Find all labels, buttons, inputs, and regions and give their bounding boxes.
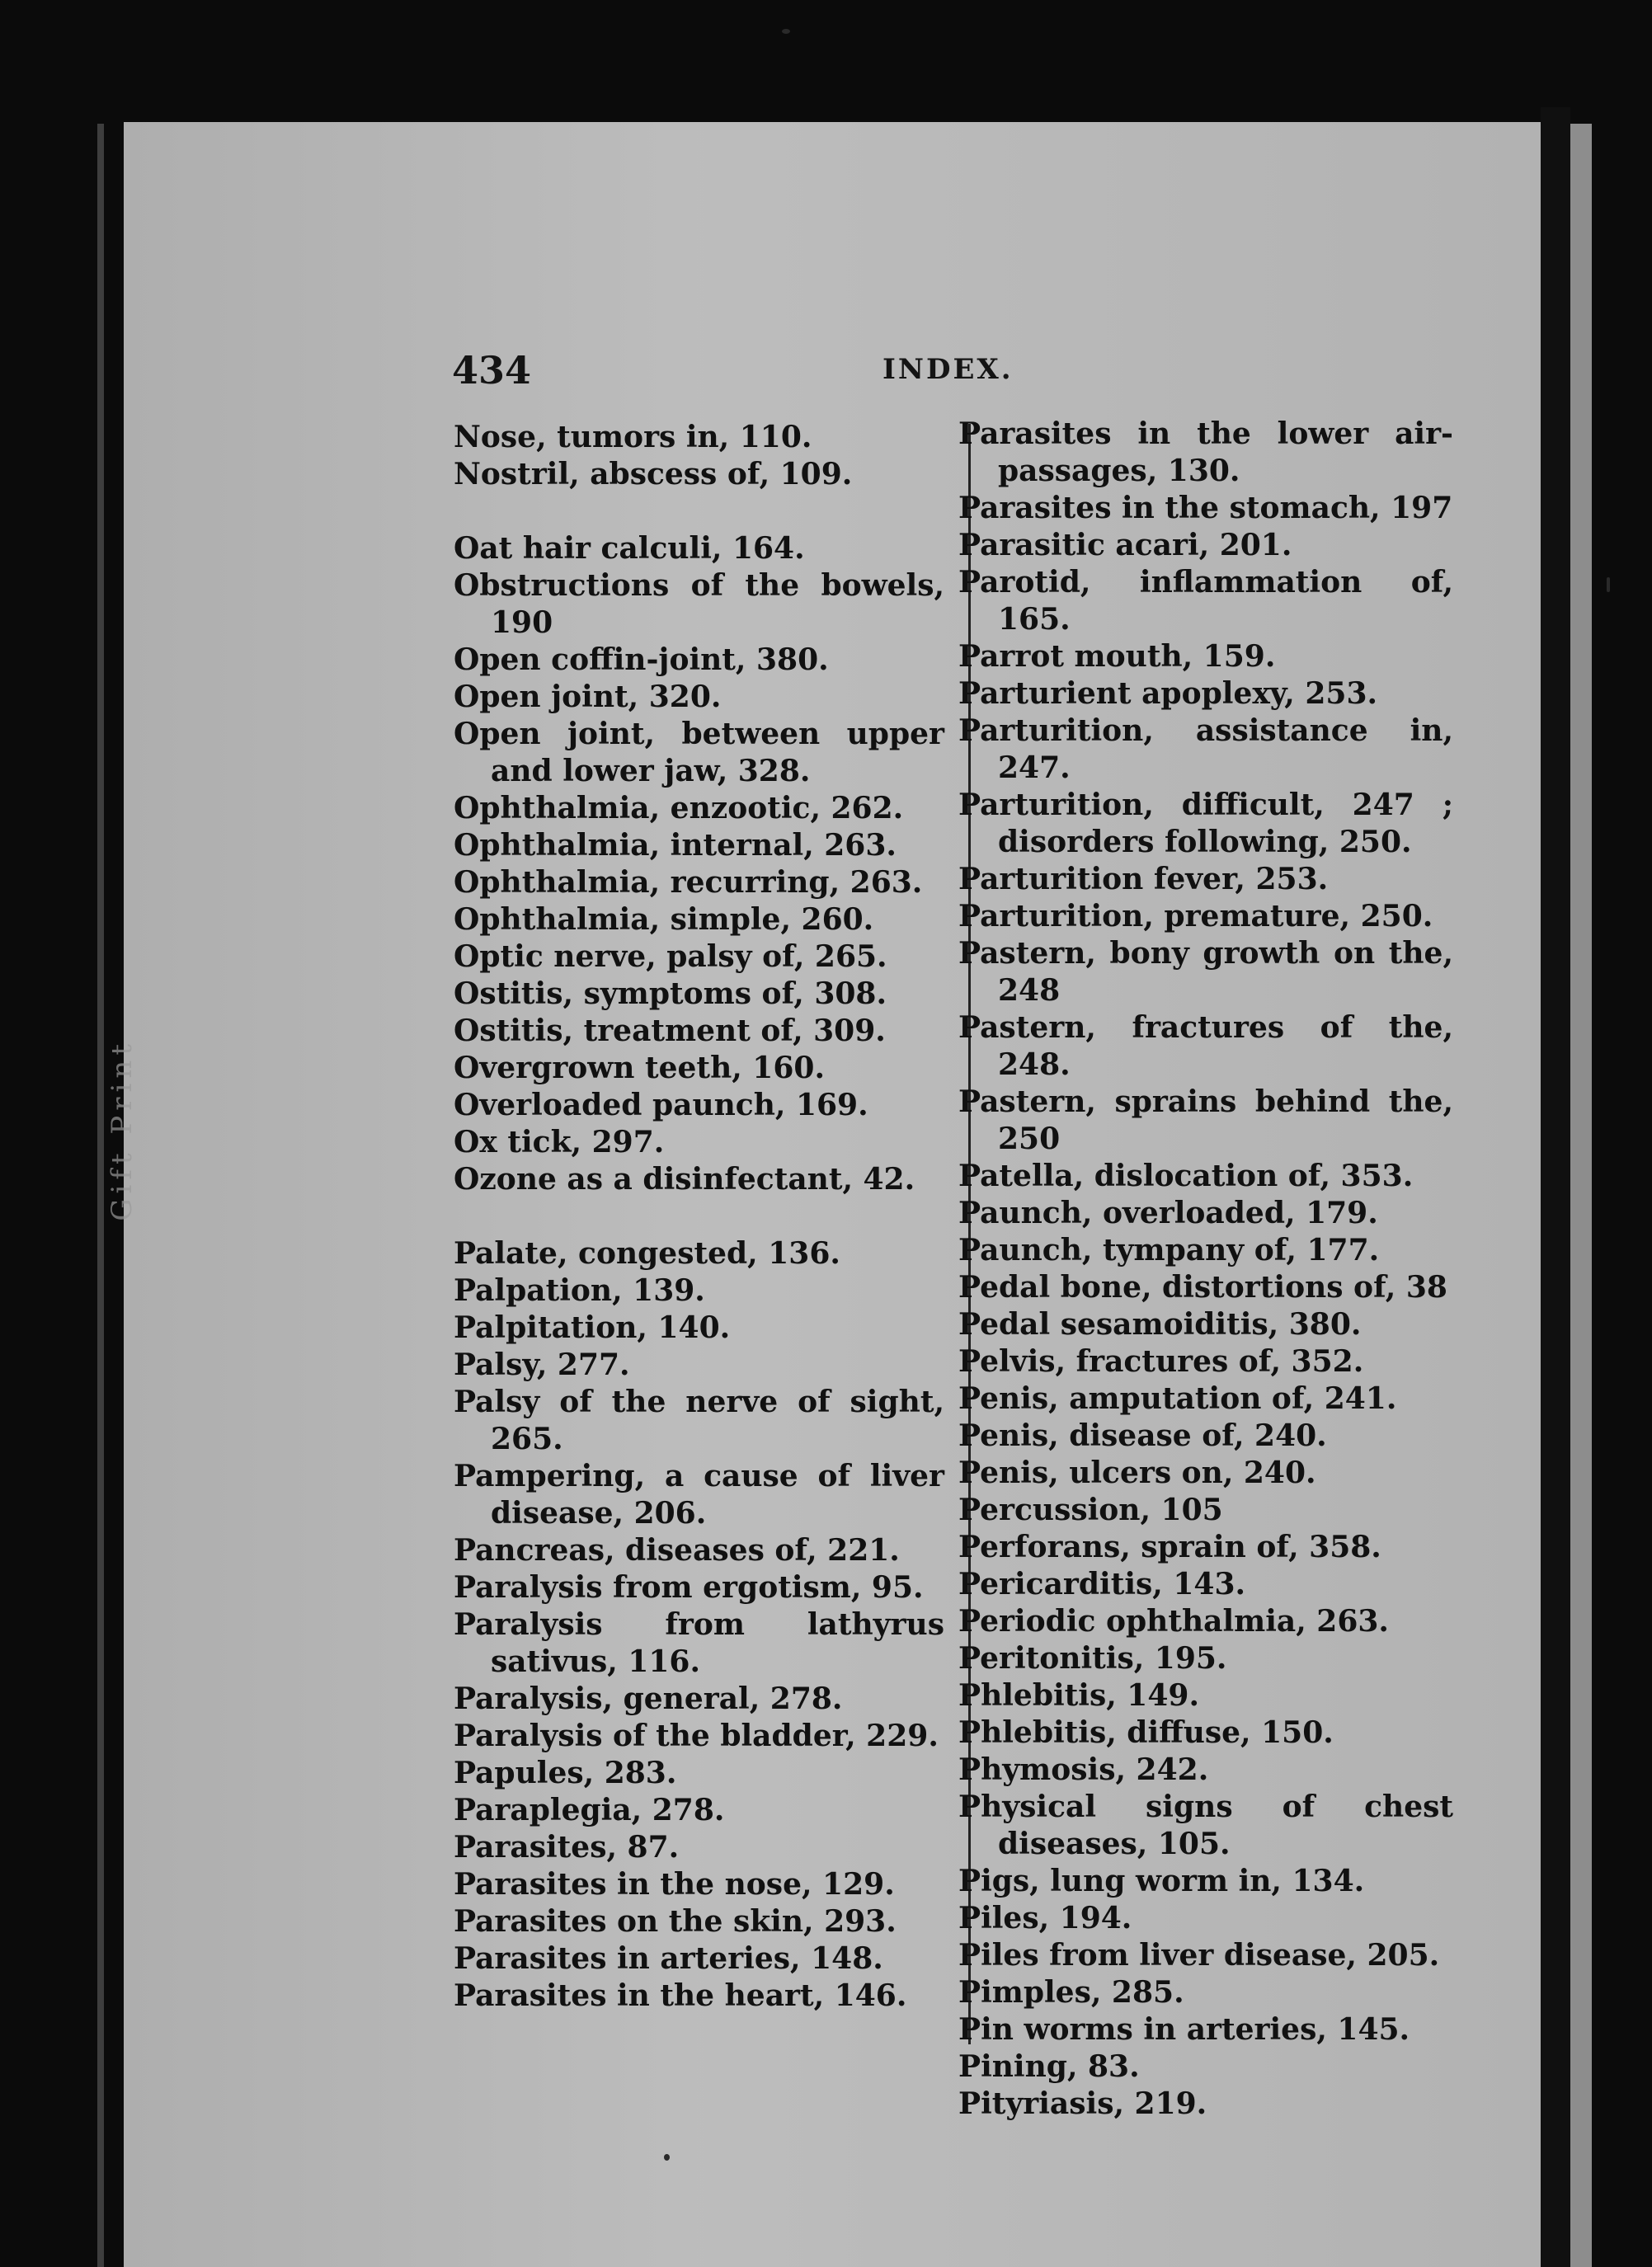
index-entry: Ophthalmia, enzootic, 262. bbox=[454, 791, 904, 825]
index-entry: Pastern, bony growth on the, 248 bbox=[958, 936, 1453, 1008]
index-entry: Percussion, 105 bbox=[958, 1493, 1223, 1527]
index-entry: Paralysis of the bladder, 229. bbox=[454, 1719, 939, 1753]
index-entry: Perforans, sprain of, 358. bbox=[958, 1530, 1381, 1564]
index-entry: Nose, tumors in, 110. bbox=[454, 420, 812, 454]
index-column-left bbox=[454, 419, 944, 2015]
index-entry: Paunch, overloaded, 179. bbox=[958, 1196, 1378, 1230]
index-entry: Phlebitis, 149. bbox=[958, 1678, 1199, 1713]
index-section-gap bbox=[454, 493, 944, 530]
print-speck bbox=[664, 2154, 670, 2161]
index-entry: Ostitis, symptoms of, 308. bbox=[454, 976, 887, 1011]
index-entry: Palpitation, 140. bbox=[454, 1310, 731, 1345]
index-entry: Penis, ulcers on, 240. bbox=[958, 1456, 1316, 1490]
index-entry: Parasitic acari, 201. bbox=[958, 528, 1292, 562]
index-entry: Peritonitis, 195. bbox=[958, 1641, 1227, 1676]
index-entry: Paralysis, general, 278. bbox=[454, 1681, 843, 1716]
index-entry: Parasites on the skin, 293. bbox=[454, 1904, 897, 1939]
index-entry: Overgrown teeth, 160. bbox=[454, 1051, 825, 1085]
index-entry: Parasites in the nose, 129. bbox=[454, 1867, 895, 1902]
index-entry: Open joint, 320. bbox=[454, 680, 722, 714]
index-entry: Parturition, premature, 250. bbox=[958, 899, 1433, 934]
index-entry: Ophthalmia, simple, 260. bbox=[454, 902, 874, 937]
index-entry: Parturition fever, 253. bbox=[958, 862, 1329, 896]
adjacent-page-edge bbox=[1570, 124, 1592, 2267]
index-entry: Phymosis, 242. bbox=[958, 1752, 1209, 1787]
index-entry: Open joint, between upper and lower jaw, 328. bbox=[454, 717, 944, 788]
index-entry: Paralysis from ergotism, 95. bbox=[454, 1570, 924, 1605]
index-entry: Parasites in the stomach, 197 bbox=[958, 491, 1453, 525]
print-speck bbox=[782, 29, 790, 34]
index-entry: Parturient apoplexy, 253. bbox=[958, 676, 1378, 711]
film-edge-rule bbox=[97, 124, 104, 2267]
index-entry: Pastern, fractures of the, 248. bbox=[958, 1010, 1453, 1082]
index-column-right bbox=[958, 416, 1453, 2123]
index-entry: Pin worms in arteries, 145. bbox=[958, 2012, 1410, 2047]
page-number: 434 bbox=[452, 348, 532, 393]
index-entry: Optic nerve, palsy of, 265. bbox=[454, 939, 887, 974]
index-entry: Obstructions of the bowels, 190 bbox=[454, 568, 944, 640]
print-speck bbox=[1607, 577, 1610, 592]
index-entry: Pancreas, diseases of, 221. bbox=[454, 1533, 900, 1568]
index-entry: Paraplegia, 278. bbox=[454, 1793, 725, 1827]
index-entry: Overloaded paunch, 169. bbox=[454, 1088, 868, 1122]
index-entry: Paunch, tympany of, 177. bbox=[958, 1233, 1380, 1268]
index-entry: Nostril, abscess of, 109. bbox=[454, 457, 853, 491]
index-entry: Piles, 194. bbox=[958, 1901, 1132, 1935]
index-entry: Physical signs of chest diseases, 105. bbox=[958, 1790, 1453, 1861]
index-entry: Ox tick, 297. bbox=[454, 1125, 665, 1159]
index-entry: Oat hair calculi, 164. bbox=[454, 531, 805, 566]
index-entry: Parotid, inflammation of, 165. bbox=[958, 565, 1453, 637]
index-entry: Pedal bone, distortions of, 38 bbox=[958, 1270, 1447, 1305]
index-entry: Papules, 283. bbox=[454, 1756, 677, 1790]
index-entry: Pastern, sprains behind the, 250 bbox=[958, 1084, 1453, 1156]
index-entry: Periodic ophthalmia, 263. bbox=[958, 1604, 1389, 1639]
page-fold-shadow bbox=[1541, 107, 1570, 2267]
index-entry: Phlebitis, diffuse, 150. bbox=[958, 1715, 1334, 1750]
index-entry: Ozone as a disinfectant, 42. bbox=[454, 1162, 915, 1197]
index-entry: Parrot mouth, 159. bbox=[958, 639, 1276, 674]
index-entry: Penis, disease of, 240. bbox=[958, 1418, 1327, 1453]
index-entry: Penis, amputation of, 241. bbox=[958, 1381, 1397, 1416]
index-entry: Parasites in the heart, 146. bbox=[454, 1978, 907, 2013]
index-entry: Paralysis from lathyrus sativus, 116. bbox=[454, 1607, 944, 1679]
index-entry: Pampering, a cause of liver disease, 206. bbox=[454, 1459, 944, 1531]
index-entry: Patella, dislocation of, 353. bbox=[958, 1159, 1414, 1193]
index-entry: Pigs, lung worm in, 134. bbox=[958, 1864, 1365, 1898]
index-entry: Ophthalmia, internal, 263. bbox=[454, 828, 897, 863]
index-entry: Pedal sesamoiditis, 380. bbox=[958, 1307, 1362, 1342]
index-entry: Open coffin-joint, 380. bbox=[454, 642, 829, 677]
index-entry: Pimples, 285. bbox=[958, 1975, 1184, 2010]
index-entry: Palsy of the nerve of sight, 265. bbox=[454, 1385, 944, 1456]
index-entry: Ophthalmia, recurring, 263. bbox=[454, 865, 923, 900]
index-entry: Parturition, assistance in, 247. bbox=[958, 713, 1453, 785]
index-entry: Pining, 83. bbox=[958, 2049, 1140, 2084]
margin-stamp: Gift Print bbox=[106, 1039, 139, 1221]
index-entry: Palate, congested, 136. bbox=[454, 1236, 840, 1271]
index-entry: Ostitis, treatment of, 309. bbox=[454, 1014, 886, 1048]
index-entry: Parasites, 87. bbox=[454, 1830, 680, 1865]
running-head: INDEX. bbox=[882, 353, 1014, 386]
index-entry: Pericarditis, 143. bbox=[958, 1567, 1246, 1601]
index-entry: Parturition, difficult, 247 ; disorders following, 250. bbox=[958, 788, 1453, 859]
index-entry: Palsy, 277. bbox=[454, 1348, 630, 1382]
index-entry: Palpation, 139. bbox=[454, 1273, 705, 1308]
index-entry: Parasites in arteries, 148. bbox=[454, 1941, 883, 1976]
index-section-gap bbox=[454, 1198, 944, 1235]
index-entry: Piles from liver disease, 205. bbox=[958, 1938, 1440, 1973]
index-entry: Parasites in the lower air-passages, 130. bbox=[958, 416, 1453, 488]
index-entry: Pityriasis, 219. bbox=[958, 2086, 1207, 2121]
index-entry: Pelvis, fractures of, 352. bbox=[958, 1344, 1364, 1379]
